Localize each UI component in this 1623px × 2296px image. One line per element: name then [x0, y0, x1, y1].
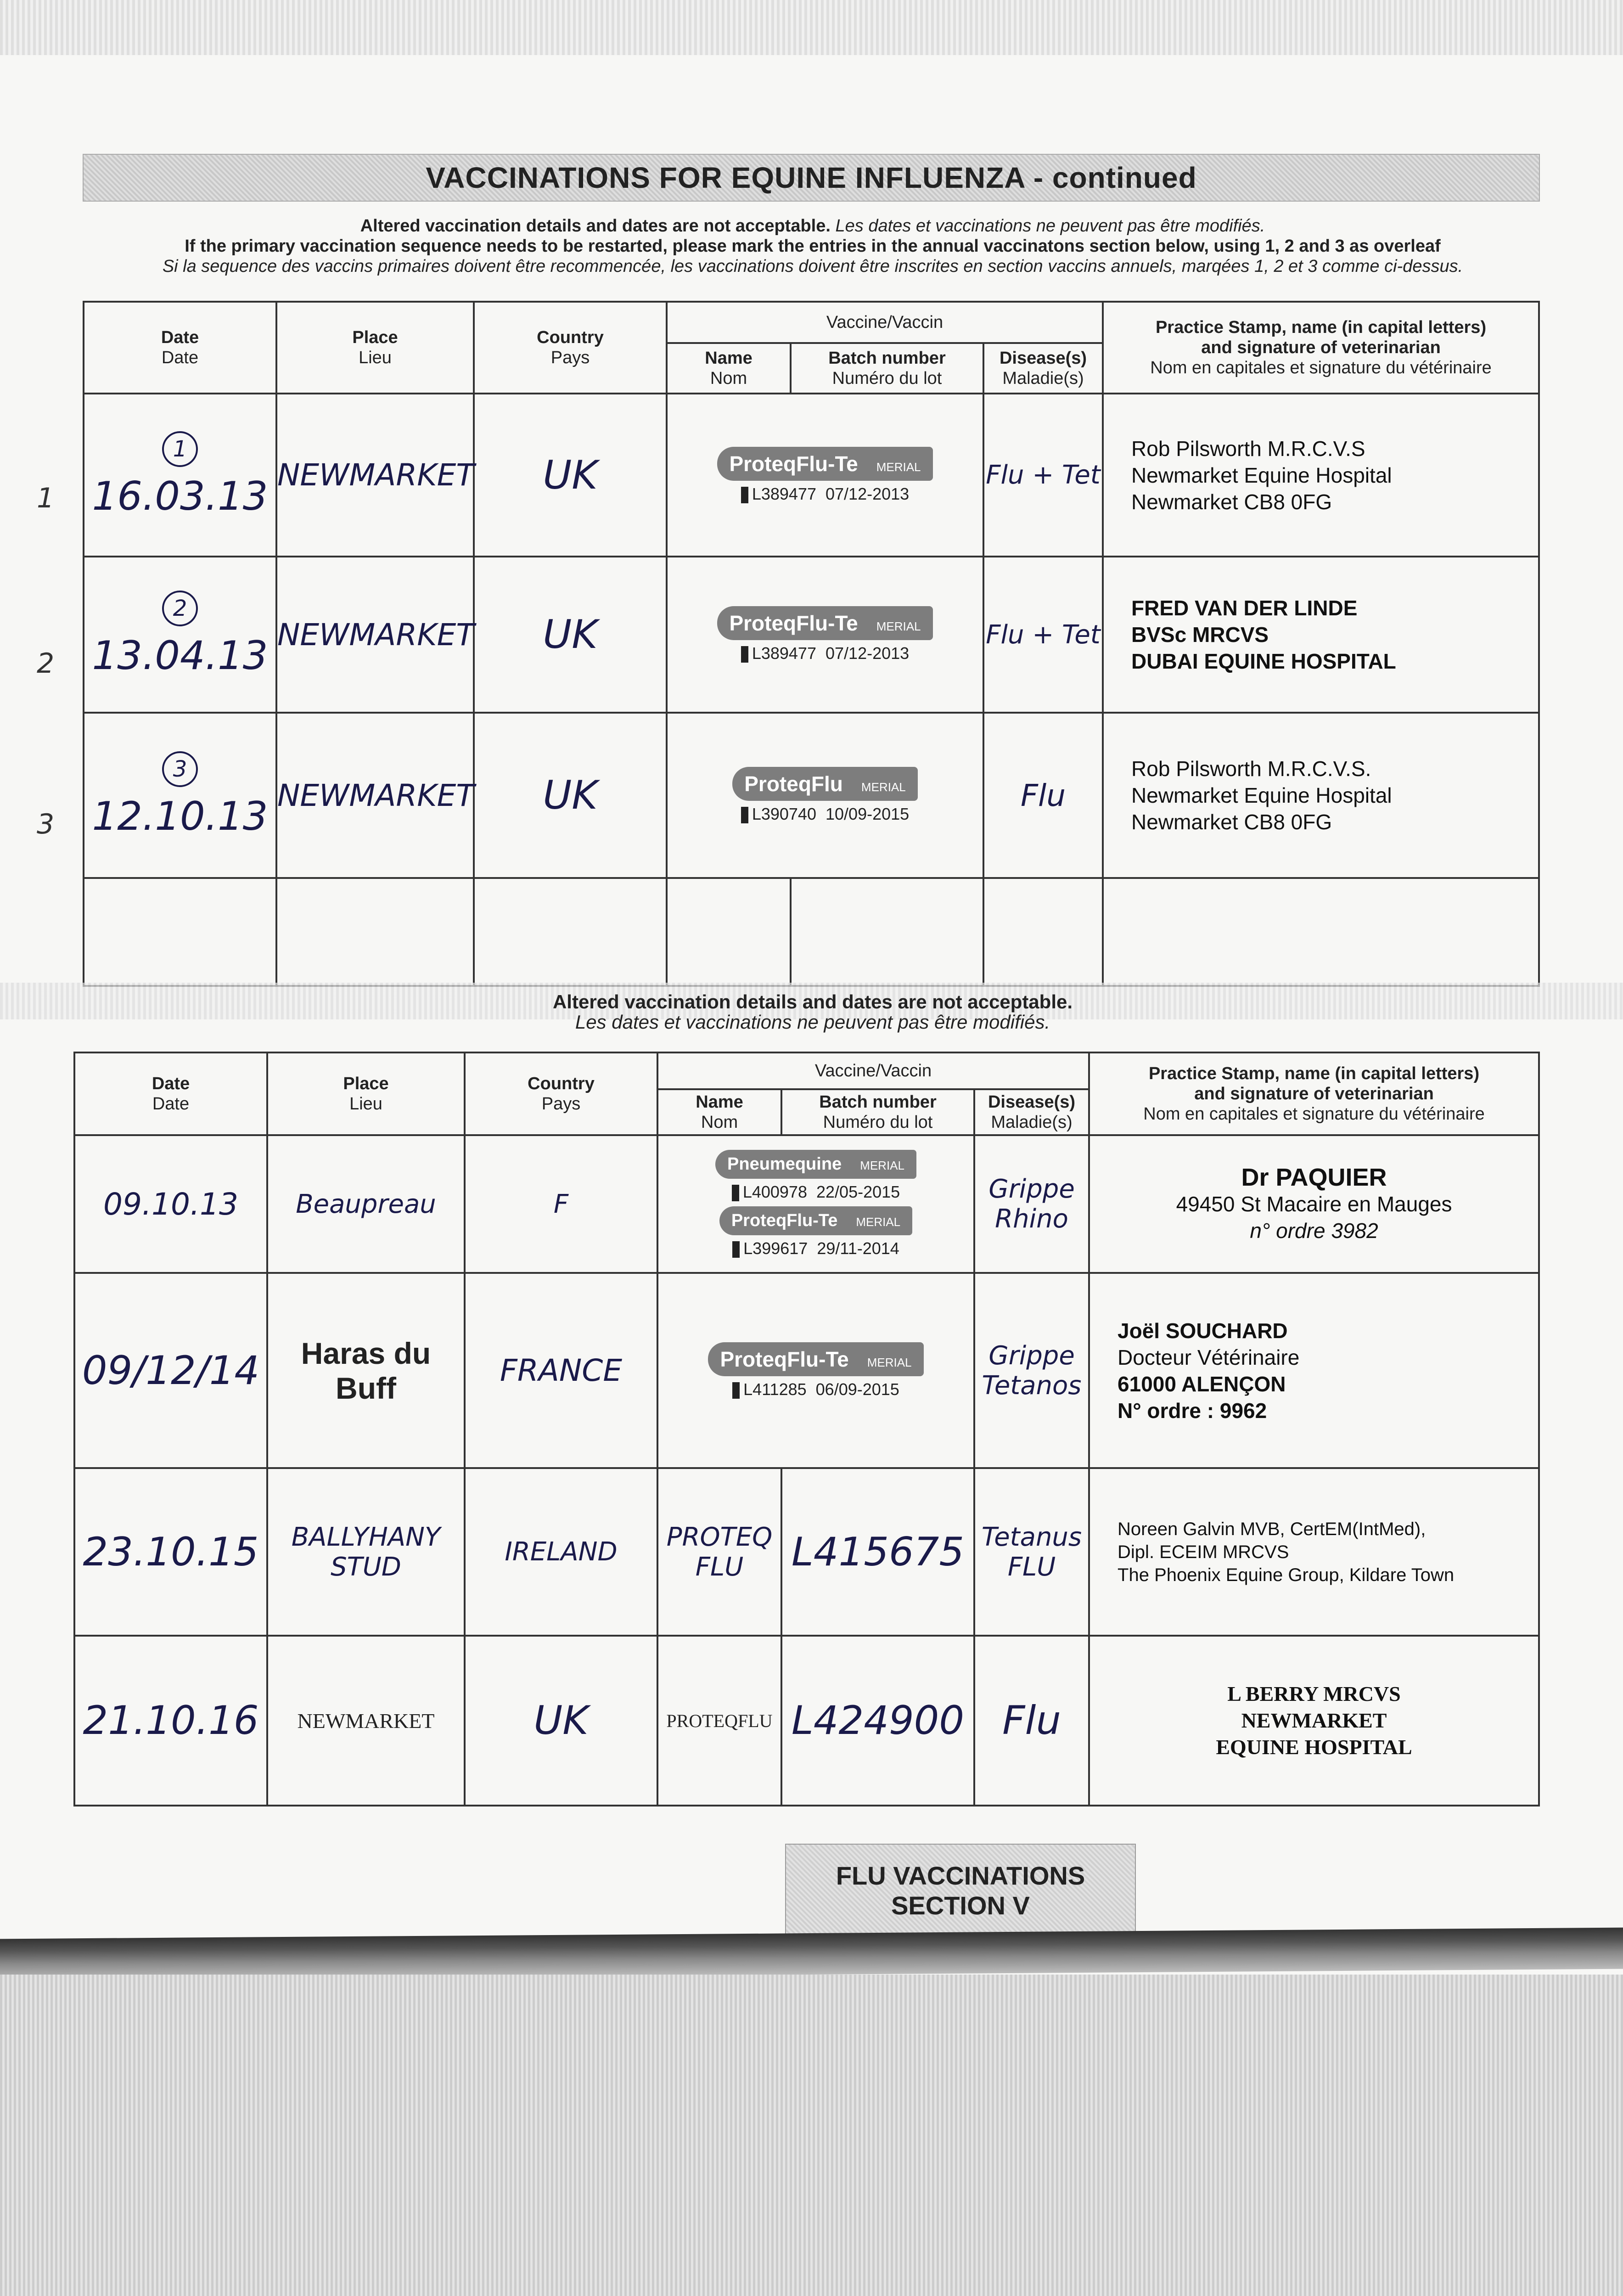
scan-tape-edge [0, 1928, 1623, 1981]
vaccine-sticker: ProteqFlu-Te MERIAL [717, 606, 932, 640]
col-batch: Batch number Numéro du lot [781, 1089, 974, 1135]
disease-cell: Flu [974, 1636, 1089, 1806]
vet-stamp: FRED VAN DER LINDE BVSc MRCVS DUBAI EQUINE HOSPITAL [1131, 596, 1396, 673]
notice-line-1: Altered vaccination details and dates are not acceptable. Les dates et vaccinations ne peuvent pas être modifiés. [360, 216, 1265, 236]
annual-vaccination-table [73, 1052, 1540, 1806]
vaccine-sticker-cell [667, 713, 983, 878]
stamp-cell [1089, 1273, 1539, 1468]
stamp-cell [1089, 1135, 1539, 1273]
table-row [84, 394, 1539, 557]
vet-stamp: Joël SOUCHARD Docteur Vétérinaire 61000 ALENÇON N° ordre : 9962 [1118, 1318, 1300, 1423]
lot-line: L399617 29/11-2014 [658, 1239, 973, 1258]
page-title-banner [83, 154, 1540, 202]
place-cell: NEWMARKET [276, 394, 474, 557]
vaccine-sticker-cell [657, 1135, 974, 1273]
disease-cell: Flu + Tet [983, 394, 1103, 557]
vet-stamp: Dr PAQUIER 49450 St Macaire en Mauges n° ordre 3982 [1176, 1164, 1452, 1243]
col-batch: Batch number Numéro du lot [791, 343, 983, 394]
notice-line-2: If the primary vaccination sequence needs to be restarted, please mark the entries in the annual vaccinatons section below, using 1, 2 and 3 as overleaf [185, 236, 1441, 256]
col-disease: Disease(s) Maladie(s) [983, 343, 1103, 394]
lot-line: L389477 07/12-2013 [668, 484, 983, 504]
primary-vaccination-table [83, 301, 1540, 987]
date-cell: 23.10.15 [74, 1468, 267, 1636]
table-row [74, 1135, 1539, 1273]
sequence-circle: 2 [162, 591, 198, 626]
vaccine-sticker: ProteqFlu-Te MERIAL [717, 447, 932, 481]
vaccine-sticker: ProteqFlu MERIAL [732, 767, 917, 801]
date-cell [84, 394, 276, 557]
vaccine-sticker: Pneumequine MERIAL [715, 1150, 916, 1179]
barcode-icon [732, 1185, 739, 1201]
vaccine-sticker: ProteqFlu-Te MERIAL [708, 1342, 923, 1376]
table-row [84, 713, 1539, 878]
col-practice-stamp: Practice Stamp, name (in capital letters) and signature of veterinarian Nom en capitales et signature du vétérinaire [1103, 302, 1539, 394]
section-tab-line-1: FLU VACCINATIONS [836, 1861, 1085, 1890]
barcode-icon [741, 646, 748, 663]
name-cell: PROTEQFLU [657, 1636, 781, 1806]
stamp-cell [1089, 1636, 1539, 1806]
table-row [84, 557, 1539, 713]
vet-stamp: L BERRY MRCVS NEWMARKET EQUINE HOSPITAL [1216, 1682, 1412, 1759]
section-tab-line-2: SECTION V [891, 1891, 1030, 1920]
stamp-cell [1103, 394, 1539, 557]
table-row [74, 1468, 1539, 1636]
section-tab [785, 1844, 1136, 1937]
country-cell: UK [465, 1636, 657, 1806]
scan-background-bottom [0, 1975, 1623, 2296]
col-date: Date Date [74, 1052, 267, 1135]
date-value: 13.04.13 [92, 633, 268, 679]
lot-line: L400978 22/05-2015 [658, 1182, 973, 1202]
country-cell: FRANCE [465, 1273, 657, 1468]
margin-number: 3 [37, 808, 55, 840]
batch-cell: L415675 [781, 1468, 974, 1636]
notice-block-2: Altered vaccination details and dates are not acceptable. Les dates et vaccinations ne peuvent pas être modifiés. [552, 991, 1073, 1033]
col-practice-stamp: Practice Stamp, name (in capital letters) and signature of veterinarian Nom en capitales et signature du vétérinaire [1089, 1052, 1539, 1135]
place-cell: Beaupreau [267, 1135, 465, 1273]
date-cell: 21.10.16 [74, 1636, 267, 1806]
lot-line: L390740 10/09-2015 [668, 805, 983, 824]
sequence-circle: 3 [162, 751, 198, 787]
disease-cell: Flu + Tet [983, 557, 1103, 713]
col-country: Country Pays [474, 302, 667, 394]
lot-line: L411285 06/09-2015 [658, 1380, 973, 1399]
col-place: Place Lieu [276, 302, 474, 394]
date-cell: 09.10.13 [74, 1135, 267, 1273]
table-row [74, 1636, 1539, 1806]
sequence-circle: 1 [162, 431, 198, 467]
date-value: 12.10.13 [92, 793, 268, 839]
lot-line: L389477 07/12-2013 [668, 644, 983, 663]
name-cell: PROTEQ FLU [657, 1468, 781, 1636]
disease-cell: Grippe Tetanos [974, 1273, 1089, 1468]
vaccine-sticker-cell [667, 557, 983, 713]
margin-number: 1 [37, 482, 55, 514]
disease-cell: Tetanus FLU [974, 1468, 1089, 1636]
country-cell: IRELAND [465, 1468, 657, 1636]
place-cell: BALLYHANY STUD [267, 1468, 465, 1636]
vet-stamp: Rob Pilsworth M.R.C.V.S Newmarket Equine Hospital Newmarket CB8 0FG [1131, 436, 1392, 514]
col-name: Name Nom [667, 343, 791, 394]
place-cell: NEWMARKET [276, 557, 474, 713]
vet-stamp: Rob Pilsworth M.R.C.V.S. Newmarket Equine Hospital Newmarket CB8 0FG [1131, 757, 1392, 834]
country-cell: F [465, 1135, 657, 1273]
scan-edge-top [0, 0, 1623, 55]
table-row [74, 1273, 1539, 1468]
margin-number: 2 [37, 647, 55, 680]
col-vaccine: Vaccine/Vaccin [657, 1052, 1089, 1089]
vet-stamp: Noreen Galvin MVB, CertEM(IntMed), Dipl. ECEIM MRCVS The Phoenix Equine Group, Kildare Town [1118, 1519, 1455, 1585]
col-date: Date Date [84, 302, 276, 394]
date-cell: 09/12/14 [74, 1273, 267, 1468]
date-value: 16.03.13 [92, 473, 268, 519]
barcode-icon [741, 487, 748, 503]
country-cell: UK [474, 557, 667, 713]
col-place: Place Lieu [267, 1052, 465, 1135]
table-row-empty [84, 878, 1539, 986]
notice-line-3: Si la sequence des vaccins primaires doivent être recommencée, les vaccinations doivent être inscrites en section vaccins annuels, marqées 1, 2 et 3 comme ci-dessus. [162, 257, 1463, 276]
disease-cell: Flu [983, 713, 1103, 878]
notice-block [55, 216, 1570, 276]
barcode-icon [732, 1382, 740, 1399]
date-cell [84, 713, 276, 878]
disease-cell: Grippe Rhino [974, 1135, 1089, 1273]
col-vaccine: Vaccine/Vaccin [667, 302, 1103, 343]
stamp-cell [1103, 557, 1539, 713]
barcode-icon [741, 807, 748, 823]
vaccine-sticker-cell [667, 394, 983, 557]
country-cell: UK [474, 713, 667, 878]
place-cell: NEWMARKET [267, 1636, 465, 1806]
vaccine-sticker: ProteqFlu-Te MERIAL [719, 1206, 912, 1235]
col-name: Name Nom [657, 1089, 781, 1135]
stamp-cell [1089, 1468, 1539, 1636]
barcode-icon [732, 1241, 740, 1258]
col-disease: Disease(s) Maladie(s) [974, 1089, 1089, 1135]
place-cell: NEWMARKET [276, 713, 474, 878]
place-cell: Haras du Buff [267, 1273, 465, 1468]
vaccine-sticker-cell [657, 1273, 974, 1468]
page-title: VACCINATIONS FOR EQUINE INFLUENZA - continued [426, 161, 1197, 194]
stamp-cell [1103, 713, 1539, 878]
col-country: Country Pays [465, 1052, 657, 1135]
date-cell [84, 557, 276, 713]
country-cell: UK [474, 394, 667, 557]
batch-cell: L424900 [781, 1636, 974, 1806]
